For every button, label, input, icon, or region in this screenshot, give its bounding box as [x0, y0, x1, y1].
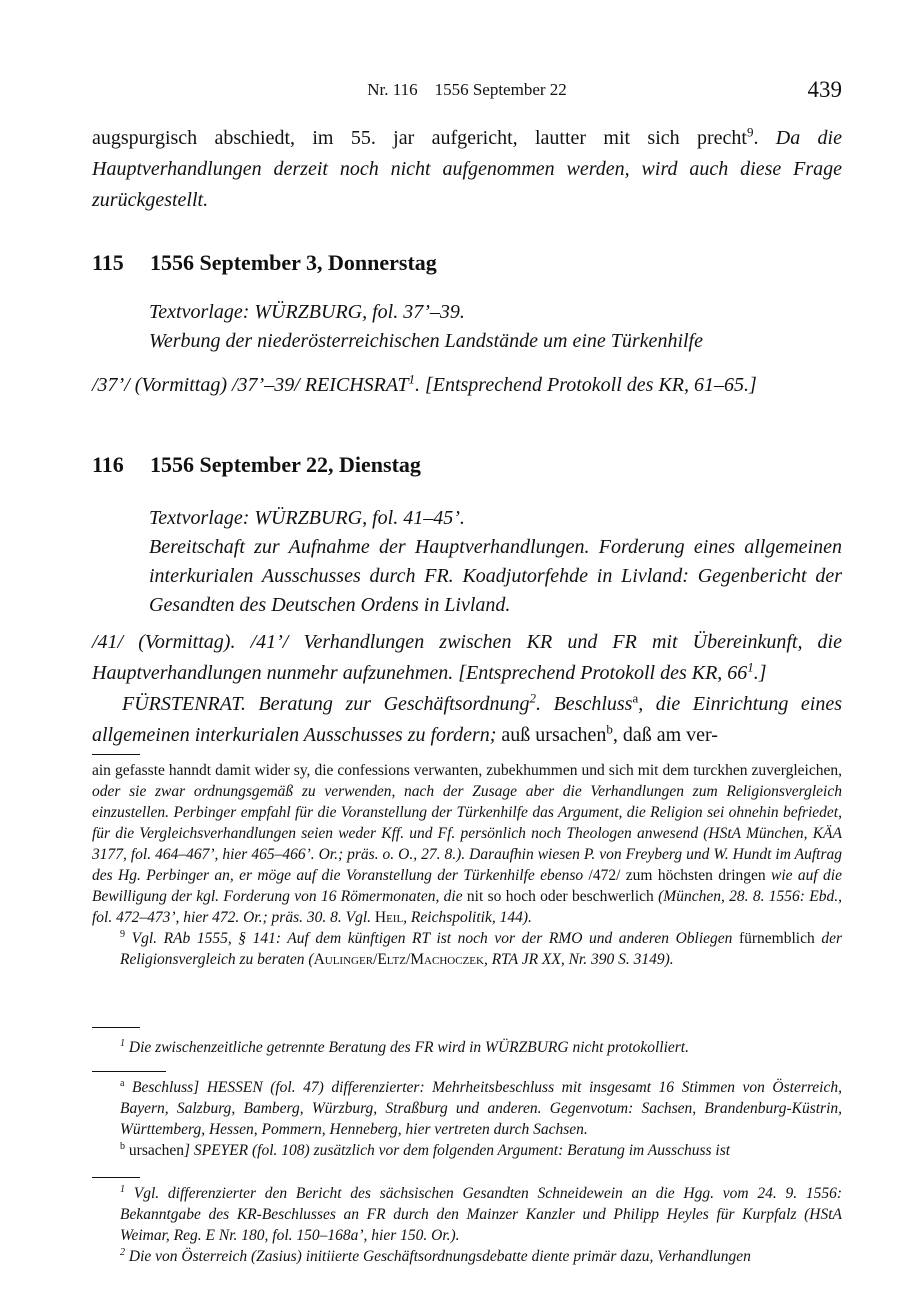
source-reference: Textvorlage: WÜRZBURG, fol. 41–45’.	[149, 507, 465, 529]
section-number: 115	[92, 250, 124, 275]
intro-paragraph	[92, 123, 842, 216]
variant-footnote-b	[92, 1140, 842, 1161]
section-title: 1556 September 3, Donnerstag	[150, 250, 437, 275]
footnote-number: 1	[120, 1037, 126, 1049]
footnotes-continued	[92, 760, 842, 970]
variant-footnote-a	[92, 1077, 842, 1140]
paragraph-text-end: .]	[753, 662, 767, 684]
section-115-entry	[92, 370, 842, 401]
section-summary: Werbung der niederösterreichischen Landstände um eine Türkenhilfe	[149, 330, 703, 352]
quoted-source-text: auß ursachen	[496, 724, 607, 746]
footnote-8-continued	[92, 760, 842, 928]
variant-footnotes-116	[92, 1077, 842, 1161]
footnote-ref: 1	[408, 371, 415, 387]
footnote-text: wie auf die Bewilligung der kgl. Forderung von 16 Römermonaten, die	[92, 867, 842, 905]
author-name: Heil	[371, 909, 404, 926]
footnotes-116	[92, 1183, 842, 1267]
footnote-text: ain gefasste hanndt damit wider sy, die confessions verwanten, zubekhummen und sich mit dem turckhen zuvergleichen,	[92, 762, 842, 779]
footnote-text: fürnemblich	[732, 930, 822, 947]
footnote-ref: 1	[747, 659, 754, 675]
footnote-text: (München, 28. 8. 1556: Ebd., fol. 472–473’, hier 472. Or.; präs. 30. 8. Vgl.	[92, 888, 842, 926]
source-reference: Textvorlage: WÜRZBURG, fol. 37’–39.	[149, 301, 465, 323]
section-title: 1556 September 22, Dienstag	[150, 452, 421, 477]
footnote-rule	[92, 1177, 140, 1178]
paragraph-text: , die Einrichtung eines allgemeinen interkurialen Ausschusses zu fordern;	[92, 693, 842, 746]
section-116-paragraph-2	[92, 689, 842, 751]
footnote-number: 9	[120, 928, 126, 940]
section-116-source-block	[149, 504, 842, 620]
footnote-text: der Religionsvergleich zu beraten (	[120, 930, 842, 968]
footnote-116-1	[92, 1183, 842, 1246]
running-title: Nr. 116 1556 September 22	[367, 80, 567, 99]
intro-punct: .	[753, 127, 776, 149]
paragraph-text: /41/ (Vormittag). /41’/ Verhandlungen zwischen KR und FR mit Übereinkunft, die Hauptverhandlungen nunmehr aufzunehmen. [Entsprechend Protokoll des KR, 66	[92, 631, 842, 684]
footnote-number: 2	[120, 1246, 126, 1258]
footnote-text: nit so hoch oder beschwerlich	[462, 888, 659, 905]
page-number: 439	[807, 77, 842, 102]
variant-letter: a	[120, 1077, 125, 1089]
section-heading-116	[92, 452, 421, 478]
variant-ref-a: a	[632, 690, 639, 706]
intro-italic: Da die Hauptverhandlungen derzeit noch nicht aufgenommen werden, wird auch diese Frage zurückgestellt.	[92, 127, 842, 211]
entry-text-end: . [Entsprechend Protokoll des KR, 61–65.]	[414, 374, 757, 396]
entry-text: /37’/ (Vormittag) /37’–39/ REICHSRAT	[92, 374, 409, 396]
footnote-text: Die von Österreich (Zasius) initiierte Geschäftsordnungsdebatte diente primär dazu, Verhandlungen	[125, 1248, 751, 1265]
footnote-text: Die zwischenzeitliche getrennte Beratung des FR wird in WÜRZBURG nicht protokolliert.	[125, 1039, 689, 1056]
footnote-rule	[92, 754, 140, 755]
footnote-text: ] SPEYER (fol. 108) zusätzlich vor dem folgenden Argument: Beratung im Ausschuss ist	[184, 1142, 731, 1159]
running-header	[92, 77, 842, 104]
footnote-116-2	[92, 1246, 842, 1267]
footnote-text: oder sie zwar ordnungsgemäß zu verwenden, nach der Zusage aber die Verhandlungen zum Religionsvergleich einzustellen. Perbinger empfahl für die Voranstellung der Türkenhilfe das Argument, die Religion sei ohnehin befriedet, für die Vergleichsverhandlungen seien weder Kff. und Ff. persönlich noch Theologen anwesend (HStA München, KÄA 3177, fol. 464–467’, hier 465–466’. Or.; präs. o. O., 27. 8.). Daraufhin wiesen P. von Freyberg und W. Hundt im Auftrag des Hg. Perbinger an, er möge auf die Voranstellung der Türkenhilfe ebenso	[92, 783, 842, 884]
footnotes-115	[92, 1037, 842, 1058]
section-115-source-block	[149, 298, 842, 356]
variant-footnote-rule	[92, 1071, 166, 1072]
author-names: Aulinger/Eltz/Machoczek	[313, 951, 484, 968]
quoted-source-text: , daß am ver-	[612, 724, 718, 746]
footnote-ref: 2	[529, 690, 536, 706]
footnote-text: /472/ zum höchsten dringen	[583, 867, 771, 884]
footnote-text: Beschluss] HESSEN (fol. 47) differenzierter: Mehrheitsbeschluss mit insgesamt 16 Stimmen von Österreich, Bayern, Salzburg, Bamberg, Würzburg, Straßburg und anderen. Gegenvotum: Sachsen, Brandenburg-Küstrin, Württemberg, Hessen, Pommern, Henneberg, hier vertreten durch Sachsen.	[120, 1079, 842, 1138]
paragraph-text: . Beschluss	[536, 693, 633, 715]
footnote-text: , RTA JR XX, Nr. 390 S. 3149).	[483, 951, 674, 968]
section-summary: Bereitschaft zur Aufnahme der Hauptverhandlungen. Forderung eines allgemeinen interkurialen Ausschusses durch FR. Koadjutorfehde in Livland: Gegenbericht der Gesandten des Deutschen Ordens in Livland.	[149, 536, 842, 616]
section-number: 116	[92, 452, 124, 477]
intro-text: augspurgisch abschiedt, im 55. jar aufgericht, lautter mit sich precht	[92, 127, 747, 149]
variant-ref-b: b	[606, 721, 613, 737]
footnote-text: , Reichspolitik, 144).	[403, 909, 532, 926]
footnote-9	[92, 928, 842, 970]
variant-letter: b	[120, 1140, 126, 1152]
footnote-text: Vgl. differenzierter den Bericht des sächsischen Gesandten Schneidewein an die Hgg. vom 24. 9. 1556: Bekanntgabe des KR-Beschlusses an FR durch den Mainzer Kanzler und Philipp Heyles für Kurpfalz (HStA Weimar, Reg. E Nr. 180, fol. 150–168a’, hier 150. Or.).	[120, 1185, 842, 1244]
footnote-number: 1	[120, 1183, 126, 1195]
footnote-text: Vgl. RAb 1555, § 141: Auf dem künftigen RT ist noch vor der RMO und anderen Obliegen	[125, 930, 733, 947]
footnote-text: ursachen	[125, 1142, 184, 1159]
paragraph-text: FÜRSTENRAT. Beratung zur Geschäftsordnung	[122, 693, 530, 715]
footnote-rule	[92, 1027, 140, 1028]
section-heading-115	[92, 250, 437, 276]
footnote-ref: 9	[746, 124, 754, 140]
footnote-115-1	[92, 1037, 842, 1058]
section-116-paragraph-1	[92, 627, 842, 689]
